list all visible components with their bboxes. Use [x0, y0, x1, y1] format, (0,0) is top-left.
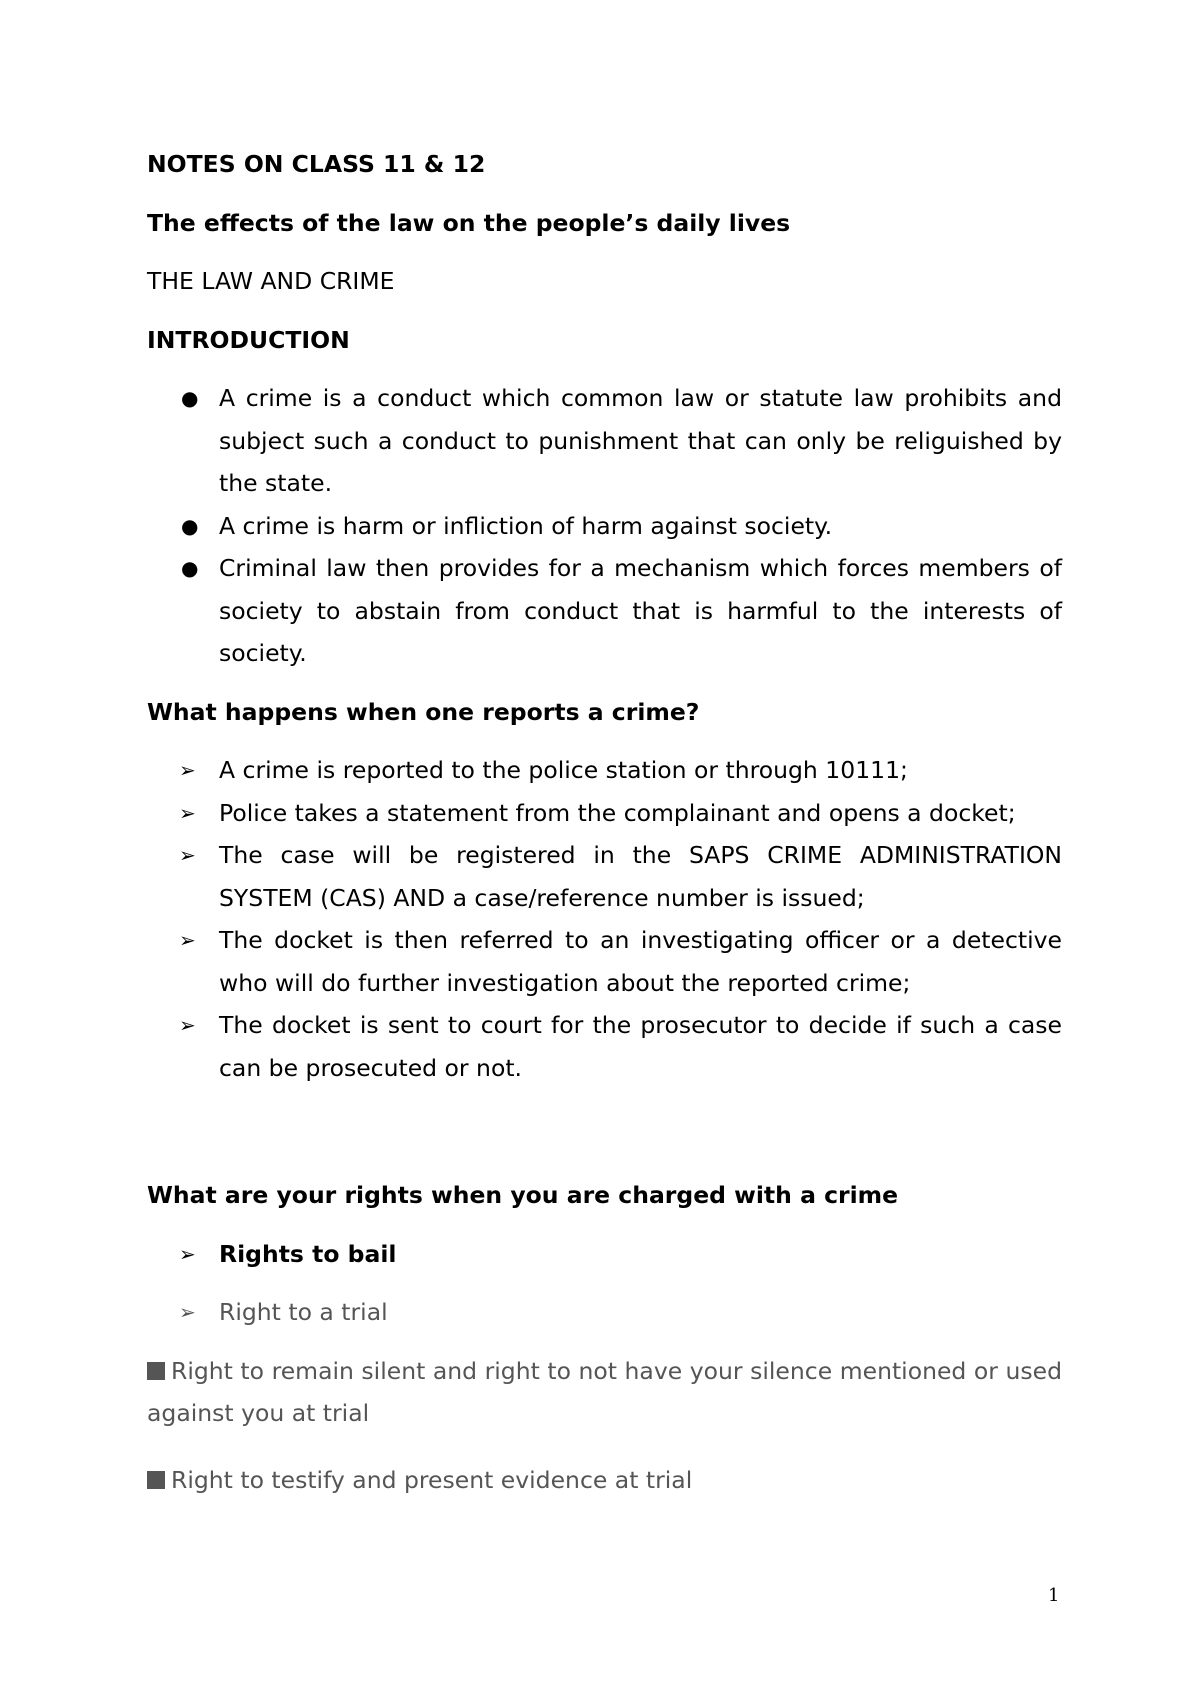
section-heading: THE LAW AND CRIME [147, 267, 395, 295]
spacer [147, 1105, 1062, 1174]
rights-paragraph-testify: Right to testify and present evidence at trial [147, 1459, 1062, 1502]
document-body [147, 143, 1062, 1525]
square-bullet-icon [147, 1471, 165, 1489]
arrowhead-bullet-icon: ➢ [179, 843, 196, 867]
arrowhead-bullet-icon: ➢ [179, 1300, 196, 1324]
square-bullet-icon [147, 1362, 165, 1380]
list-item: ➢ A crime is reported to the police station or through 10111; [147, 749, 1062, 792]
arrowhead-bullet-icon: ➢ [179, 1013, 196, 1037]
list-item: ➢ Police takes a statement from the complainant and opens a docket; [147, 792, 1062, 835]
intro-heading: INTRODUCTION [147, 325, 350, 354]
document-title: NOTES ON CLASS 11 & 12 [147, 150, 486, 178]
list-item: ● Criminal law then provides for a mechanism which forces members of society to abstain from conduct that is harmful to the interests of society. [147, 547, 1062, 675]
list-item: ➢ The docket is sent to court for the prosecutor to decide if such a case can be prosecuted or not. [147, 1004, 1062, 1089]
intro-bullet-list [147, 377, 1062, 675]
document-subtitle: The effects of the law on the people’s daily lives [147, 208, 791, 237]
report-heading: What happens when one reports a crime? [147, 697, 700, 726]
bullet-dot-icon: ● [181, 513, 199, 538]
bullet-dot-icon: ● [181, 386, 199, 410]
list-item: ➢ The docket is then referred to an investigating officer or a detective who will do further investigation about the reported crime; [147, 919, 1062, 1004]
report-steps-list [147, 749, 1062, 1089]
rights-paragraph-silent: Right to remain silent and right to not have your silence mentioned or used against you at trial [147, 1356, 1062, 1427]
arrowhead-bullet-icon: ➢ [179, 800, 196, 825]
rights-heading: What are your rights when you are charged with a crime [147, 1181, 899, 1209]
list-item: ● A crime is harm or infliction of harm against society. [147, 505, 1062, 548]
list-item: ➢ The case will be registered in the SAPS CRIME ADMINISTRATION SYSTEM (CAS) AND a case/reference number is issued; [147, 834, 1062, 919]
bullet-dot-icon: ● [181, 556, 199, 580]
page-number: 1 [1048, 1585, 1060, 1606]
rights-item-bail: ➢ Rights to bail [147, 1233, 1062, 1276]
arrowhead-bullet-icon: ➢ [179, 758, 196, 782]
arrowhead-bullet-icon: ➢ [179, 928, 196, 952]
list-item: ● A crime is a conduct which common law or statute law prohibits and subject such a conduct to punishment that can only be religuished by the state. [147, 377, 1062, 505]
rights-item-trial: ➢ Right to a trial [147, 1291, 1062, 1334]
arrowhead-bullet-icon: ➢ [179, 1241, 196, 1266]
